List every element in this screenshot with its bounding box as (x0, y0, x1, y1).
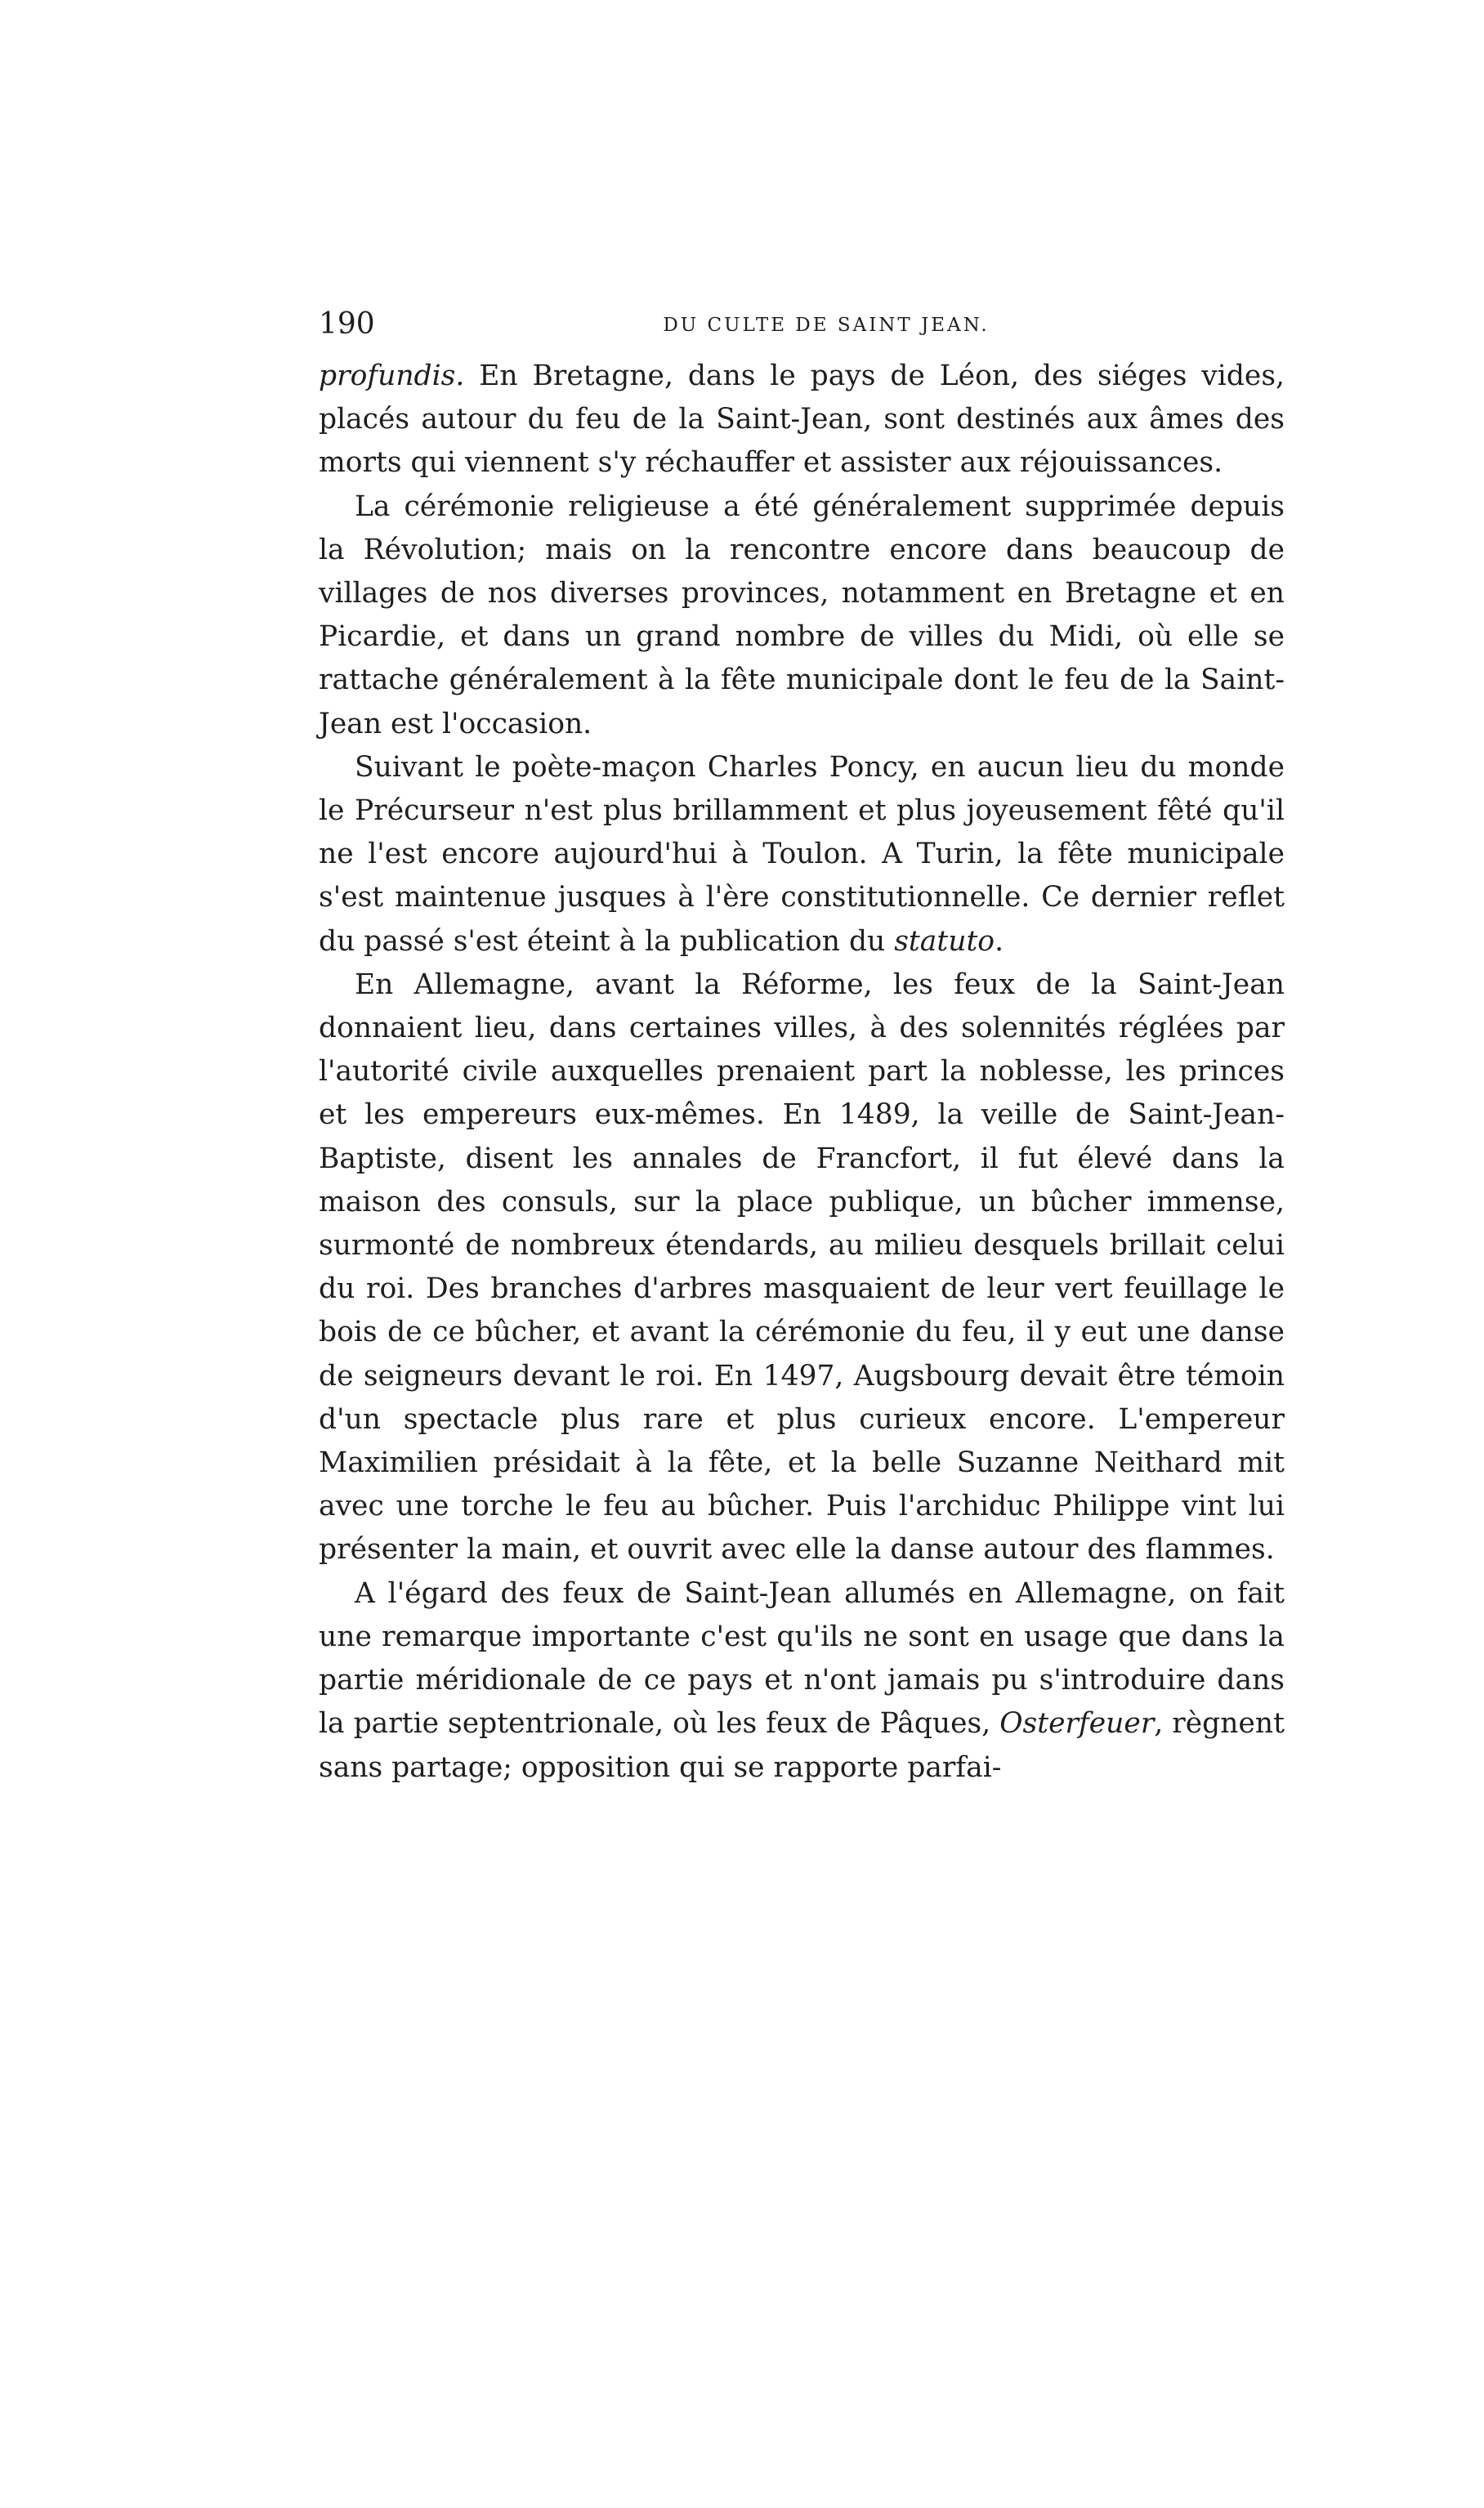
paragraph-5-tail: , règnent sans partage; opposition qui se rapporte parfai- (319, 1707, 1285, 1784)
page-number: 190 (319, 307, 375, 341)
paragraph-1-text: En Bretagne, dans le pays de Léon, des siéges vides, placés autour du feu de la Saint-Jean, sont destinés aux âmes des morts qui viennent s'y réchauffer et assister aux réjouissances. (319, 360, 1285, 480)
paragraph-3-italic: statuto (894, 924, 995, 958)
paragraph-3-tail: . (995, 924, 1004, 958)
paragraph-5-italic: Osterfeuer (999, 1707, 1155, 1741)
paragraph-1 (319, 355, 1285, 485)
paragraph-5-text: A l'égard des feux de Saint-Jean allumés en Allemagne, on fait une remarque importante c'est qu'ils ne sont en usage que dans la partie méridionale de ce pays et n'ont jamais pu s'introduire dans la partie septentrionale, où les feux de Pâques, (319, 1576, 1285, 1741)
paragraph-5 (319, 1572, 1285, 1790)
paragraph-3-text: Suivant le poète-maçon Charles Poncy, en aucun lieu du monde le Précurseur n'est plus brillamment et plus joyeusement fêté qu'il ne l'est encore aujourd'hui à Toulon. A Turin, la fête municipale s'est maintenue jusques à l'ère constitutionnelle. Ce dernier reflet du passé s'est éteint à la publication du (319, 750, 1285, 958)
running-title: DU CULTE DE SAINT JEAN. (663, 315, 990, 336)
paragraph-4-text: En Allemagne, avant la Réforme, les feux de la Saint-Jean donnaient lieu, dans certaines villes, à des solennités réglées par l'autorité civile auxquelles prenaient part la noblesse, les princes et les empereurs eux-mêmes. En 1489, la veille de Saint-Jean-Baptiste, disent les annales de Francfort, il fut élevé dans la maison des consuls, sur la place publique, un bûcher immense, surmonté de nombreux étendards, au milieu desquels brillait celui du roi. Des branches d'arbres masquaient de leur vert feuillage le bois de ce bûcher, et avant la cérémonie du feu, il y eut une danse de seigneurs devant le roi. En 1497, Augsbourg devait être témoin d'un spectacle plus rare et plus curieux encore. L'empereur Maximilien présidait à la fête, et la belle Suzanne Neithard mit avec une torche le feu au bûcher. Puis l'archiduc Philippe vint lui présenter la main, et ouvrit avec elle la danse autour des flammes. (319, 968, 1285, 1567)
page-header (319, 304, 1285, 345)
paragraph-2-text: La cérémonie religieuse a été généralement supprimée depuis la Révolution; mais on la rencontre encore dans beaucoup de villages de nos diverses provinces, notamment en Bretagne et en Picardie, et dans un grand nombre de villes du Midi, où elle se rattache généralement à la fête municipale dont le feu de la Saint-Jean est l'occasion. (319, 490, 1285, 740)
body-text (319, 355, 1285, 1790)
paragraph-3 (319, 746, 1285, 963)
paragraph-4 (319, 963, 1285, 1572)
paragraph-1-lead-italic: profundis. (319, 360, 465, 392)
paragraph-2 (319, 485, 1285, 746)
